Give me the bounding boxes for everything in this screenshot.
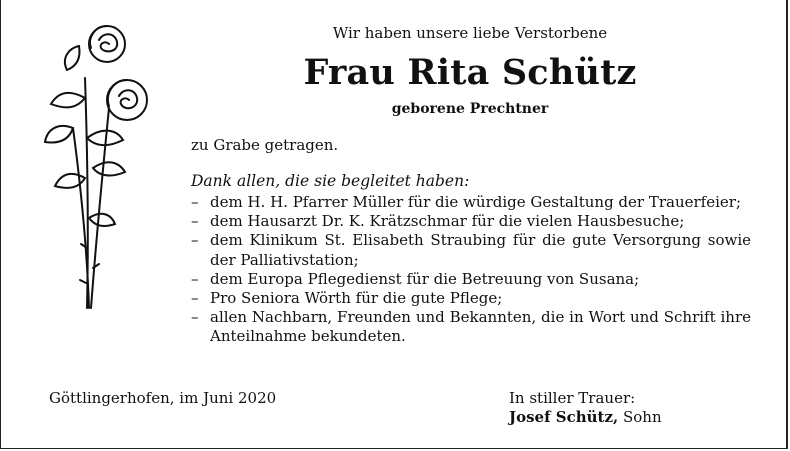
mourner-line: [509, 408, 662, 427]
intro-line: Wir haben unsere liebe Verstorbene: [332, 24, 608, 42]
list-item: – allen Nachbarn, Freunden und Bekannten, die in Wort und Schrift ihre Anteilnahme bekundeten.: [191, 308, 751, 346]
list-item: – Pro Seniora Wörth für die gute Pflege;: [191, 289, 751, 308]
list-item: – dem H. H. Pfarrer Müller für die würdige Gestaltung der Trauerfeier;: [191, 193, 751, 212]
birth-name: geborene Prechtner: [391, 101, 549, 117]
mourning-label: In stiller Trauer:: [509, 389, 636, 407]
list-item: – dem Hausarzt Dr. K. Krätzschmar für die vielen Hausbesuche;: [191, 212, 751, 231]
buried-line: zu Grabe getragen.: [191, 136, 339, 154]
list-item: – dem Europa Pflegedienst für die Betreuung von Susana;: [191, 270, 751, 289]
deceased-name: Frau Rita Schütz: [303, 52, 637, 93]
mourner-name: Josef Schütz,: [509, 408, 619, 426]
place-date: Göttlingerhofen, im Juni 2020: [49, 389, 277, 407]
thanks-list: [191, 193, 751, 347]
list-item: – dem Klinikum St. Elisabeth Straubing für die gute Versorgung sowie der Palliativstation;: [191, 231, 751, 269]
thanks-heading: Dank allen, die sie begleitet haben:: [191, 172, 470, 190]
mourner-relation: Sohn: [623, 408, 662, 426]
signature-block: [509, 389, 662, 427]
